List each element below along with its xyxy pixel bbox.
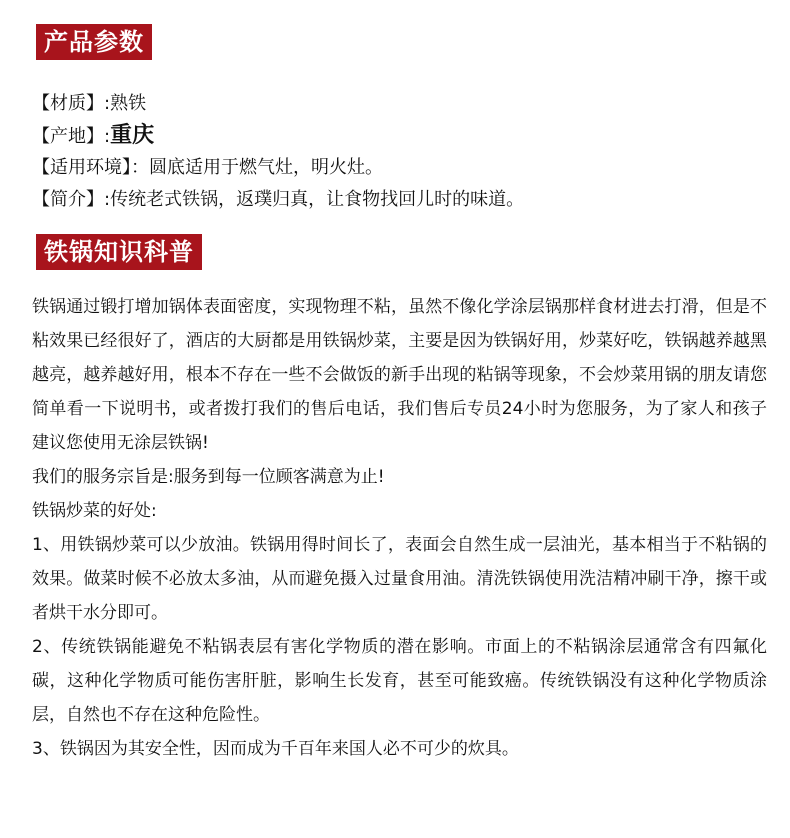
paragraph-intro: 铁锅通过锻打增加锅体表面密度，实现物理不粘，虽然不像化学涂层锅那样食材进去打滑，但是不粘效果已经很好了，酒店的大厨都是用铁锅炒菜，主要是因为铁锅好用，炒菜好吃，铁锅越养越黑越亮，越养越好用，根本不存在一些不会做饭的新手出现的粘锅等现象，不会炒菜用锅的朋友请您简单看一下说明书，或者拨打我们的售后电话，我们售后专员24小时为您服务，为了家人和孩子建议您使用无涂层铁锅! [32,297,767,453]
param-row-intro [32,184,524,216]
paragraph-service: 我们的服务宗旨是:服务到每一位顾客满意为止! [32,467,385,487]
param-value: 重庆 [110,123,155,148]
param-label: 【简介】: [32,189,111,210]
paragraph-benefits-heading: 铁锅炒菜的好处: [32,501,157,521]
param-value: 圆底适用于燃气灶，明火灶。 [149,157,383,178]
param-label: 【材质】: [32,93,111,114]
section-heading-product-params: 产品参数 [36,24,152,60]
param-value: 传统老式铁锅，返璞归真，让食物找回儿时的味道。 [110,189,525,210]
param-value: 熟铁 [110,93,147,114]
paragraph-benefit-2: 2、传统铁锅能避免不粘锅表层有害化学物质的潜在影响。市面上的不粘锅涂层通常含有四氟化碳，这种化学物质可能伤害肝脏，影响生长发育，甚至可能致癌。传统铁锅没有这种化学物质涂层，自然也不存在这种危险性。 [32,637,767,725]
product-params-list [32,88,524,216]
param-label: 【产地】: [32,126,111,147]
param-row-material [32,88,524,120]
paragraph-benefit-3: 3、铁锅因为其安全性，因而成为千百年来国人必不可少的炊具。 [32,739,519,759]
param-row-environment [32,152,524,184]
article-body [32,290,767,766]
param-row-origin [32,120,524,152]
param-label: 【适用环境】： [32,157,149,178]
paragraph-benefit-1: 1、用铁锅炒菜可以少放油。铁锅用得时间长了，表面会自然生成一层油光，基本相当于不粘锅的效果。做菜时候不必放太多油，从而避免摄入过量食用油。清洗铁锅使用洗洁精冲刷干净，擦干或者烘干水分即可。 [32,535,767,623]
section-heading-iron-wok-knowledge: 铁锅知识科普 [36,234,202,270]
